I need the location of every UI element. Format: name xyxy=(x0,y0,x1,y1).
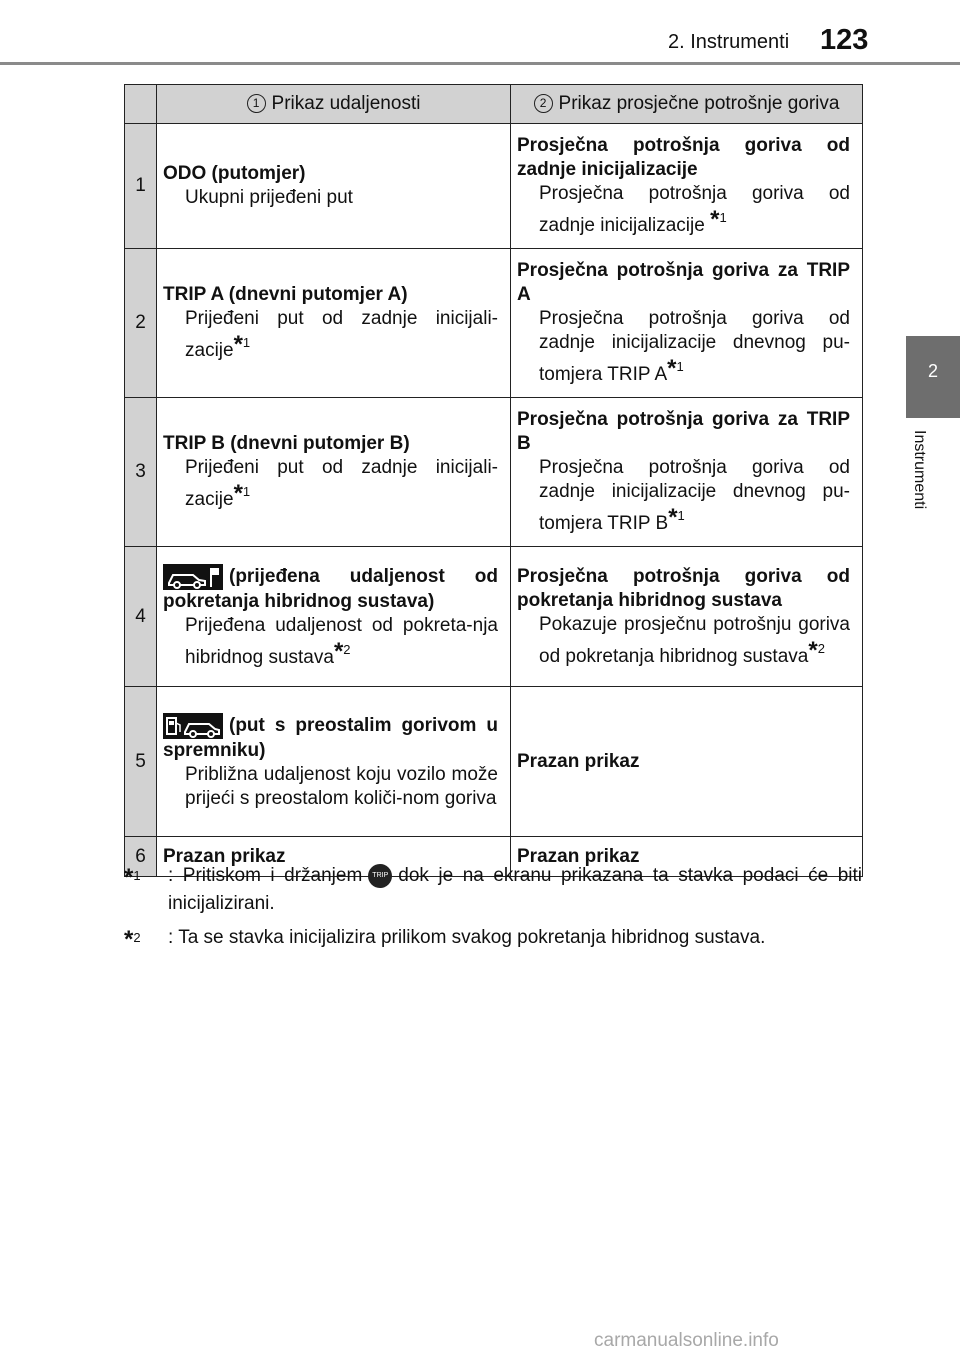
cell-title: Prazan prikaz xyxy=(517,845,640,867)
chapter-title: 2. Instrumenti xyxy=(668,31,790,53)
cell-description: Pokazuje prosječnu potrošnju goriva od pokretanja hibridnog sustava*$^2$ xyxy=(539,613,850,667)
page-header xyxy=(0,0,960,62)
trip-button-icon: TRIP xyxy=(368,864,392,888)
consumption-cell xyxy=(511,124,863,249)
cell-description: Približna udaljenost koju vozilo može prijeći s preostalom količi-nom goriva xyxy=(185,763,498,809)
footnote-ref: 2 xyxy=(817,640,825,656)
cell-title: Prosječna potrošnja goriva od zadnje inicijalizacije xyxy=(517,135,850,180)
table-row xyxy=(125,547,863,687)
distance-cell xyxy=(157,398,511,547)
consumption-cell xyxy=(511,398,863,547)
row-number: 4 xyxy=(125,547,157,687)
cell-description: Prijeđeni put od zadnje inicijali-zacije*$^1$ xyxy=(185,308,498,361)
circled-number-1: 1 xyxy=(247,94,266,113)
cell-title: (prijeđena udaljenost od pokretanja hibridnog sustava) xyxy=(163,564,498,614)
chapter-side-label xyxy=(910,430,950,550)
footnote-asterisk: * xyxy=(668,504,678,531)
circled-number-2: 2 xyxy=(534,94,553,113)
footnote-ref: 1 xyxy=(719,210,727,225)
row-number: 6 xyxy=(125,837,157,877)
cell-title: TRIP B (dnevni putomjer B) xyxy=(163,433,410,454)
table-row xyxy=(125,124,863,249)
footnote-text: : Pritiskom i držanjem xyxy=(168,865,363,886)
cell-description: Prosječna potrošnja goriva od zadnje inicijalizacije dnevnog pu-tomjera TRIP B*$^1$ xyxy=(539,457,850,534)
header-rule xyxy=(0,62,960,65)
cell-description: Prosječna potrošnja goriva od zadnje inicijalizacije *$^1$ xyxy=(539,183,850,236)
footnote xyxy=(124,924,862,953)
table-row xyxy=(125,398,863,547)
footnote-marker: *$^1$ xyxy=(124,864,141,891)
table-header-consumption xyxy=(511,85,863,124)
cell-description: Prijeđeni put od zadnje inicijali-zacije*$^1$ xyxy=(185,457,498,510)
cell-title: TRIP A (dnevni putomjer A) xyxy=(163,284,408,305)
display-table xyxy=(124,84,863,877)
footnote-asterisk: * xyxy=(667,355,677,382)
chapter-tab-number: 2 xyxy=(927,361,938,381)
distance-cell xyxy=(157,547,511,687)
distance-cell xyxy=(157,249,511,398)
footnote-ref: 1 xyxy=(677,508,685,523)
cell-description: Prosječna potrošnja goriva od zadnje inicijalizacije dnevnog pu-tomjera TRIP A*$^1$ xyxy=(539,308,850,385)
cell-description: Ukupni prijeđeni put xyxy=(185,187,353,208)
consumption-cell xyxy=(511,547,863,687)
car-with-flag-icon xyxy=(163,564,223,590)
table-row xyxy=(125,249,863,398)
footnote-ref: 2 xyxy=(343,641,351,657)
cell-title: Prosječna potrošnja goriva od pokretanja hibridnog sustava xyxy=(517,565,850,611)
cell-title: Prazan prikaz xyxy=(163,845,286,867)
footnote-marker: *$^2$ xyxy=(124,926,141,953)
fuel-pump-car-icon xyxy=(163,713,223,739)
row-number: 3 xyxy=(125,398,157,547)
cell-title: Prosječna potrošnja goriva za TRIP A xyxy=(517,260,850,305)
consumption-cell xyxy=(511,249,863,398)
row-number: 2 xyxy=(125,249,157,398)
table-header-distance xyxy=(157,85,511,124)
footnote-asterisk: * xyxy=(333,637,344,665)
footnote-asterisk: * xyxy=(808,636,818,664)
row-number: 5 xyxy=(125,687,157,837)
footnote-asterisk: * xyxy=(710,206,720,233)
footnote-ref: 1 xyxy=(242,335,251,350)
distance-cell xyxy=(157,687,511,837)
footnote xyxy=(124,862,862,918)
chapter-tab xyxy=(906,336,960,418)
cell-description: Prijeđena udaljenost od pokreta-nja hibridnog sustava*$^2$ xyxy=(185,614,498,668)
distance-cell xyxy=(157,124,511,249)
col1-header-text: Prikaz udaljenosti xyxy=(271,93,421,114)
footnote-text: : Ta se stavka inicijalizira prilikom svakog pokretanja hibridnog sustava. xyxy=(168,927,766,948)
table-header-corner xyxy=(125,85,157,124)
page-number: 123 xyxy=(820,24,869,56)
consumption-cell xyxy=(511,687,863,837)
footnote-asterisk: * xyxy=(233,331,243,358)
footnote-text-continued: dok je na ekranu prikazana ta stavka podaci će biti inicijalizirani. xyxy=(168,865,862,914)
table-header-row xyxy=(125,85,863,124)
cell-title: (put s preostalim gorivom u spremniku) xyxy=(163,713,498,763)
footnotes xyxy=(124,862,862,958)
watermark: carmanualsonline.info xyxy=(594,1330,779,1351)
footnote-asterisk: * xyxy=(233,480,243,507)
table-row xyxy=(125,687,863,837)
col2-header-text: Prikaz prosječne potrošnje goriva xyxy=(558,93,840,114)
cell-title: ODO (putomjer) xyxy=(163,163,306,184)
row-number: 1 xyxy=(125,124,157,249)
cell-title: Prazan prikaz xyxy=(517,750,640,772)
footnote-ref: 1 xyxy=(676,359,684,374)
footnote-ref: 1 xyxy=(242,484,251,499)
chapter-side-label-text: Instrumenti xyxy=(911,430,928,510)
cell-title: Prosječna potrošnja goriva za TRIP B xyxy=(517,409,850,454)
